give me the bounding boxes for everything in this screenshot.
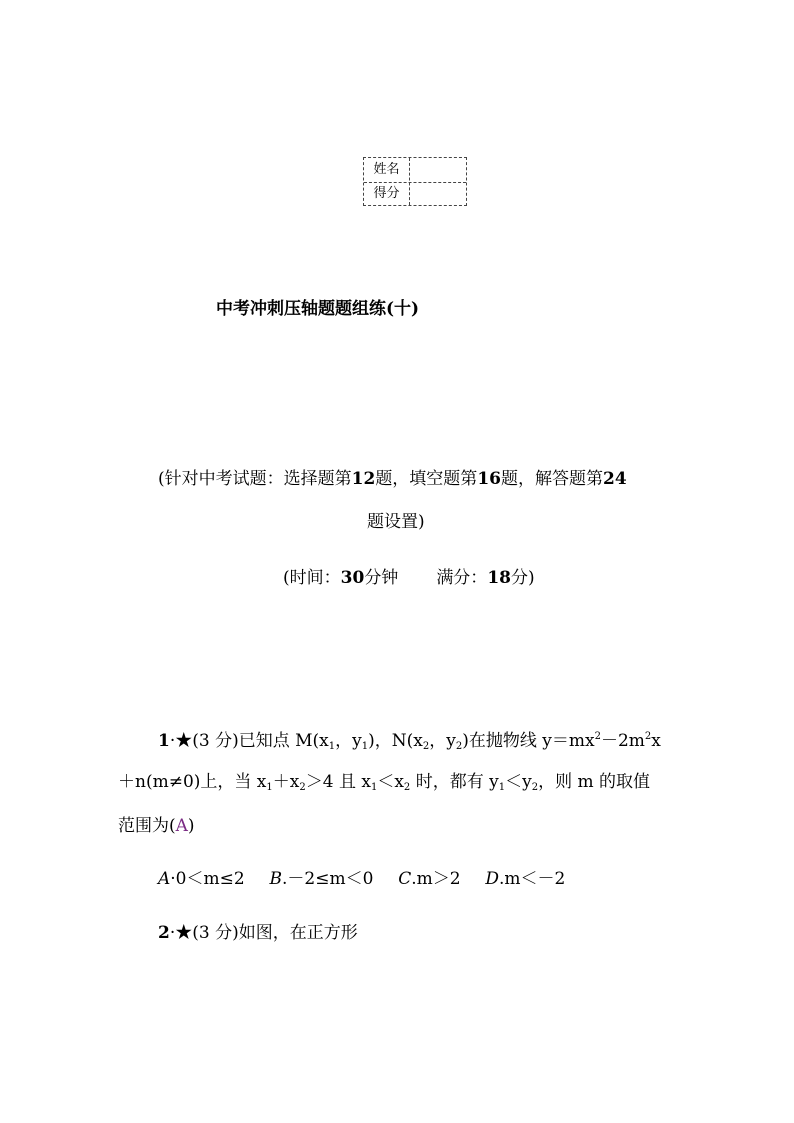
option-d: D.m＜－2: [485, 869, 566, 889]
name-label: 姓名: [373, 162, 400, 177]
score-field[interactable]: [410, 183, 466, 205]
question-1-number: 1: [158, 731, 170, 751]
question-1-line-2: ＋n(m≠0)上，当 $x_1+x_2>4$ 且 $x_1<x_2$ 时，都有 $y_1<y_2$，则 m 的取值: [118, 772, 651, 793]
option-b: B.－2≤m＜0: [269, 869, 374, 889]
question-1-line-1: 1·★(3 分)已知点 $M(x_1$，$y_1$)，$N(x_2$，$y_2$)在抛物线 $y=mx^2-2m^2x$: [158, 731, 661, 752]
question-2-number: 2: [158, 923, 170, 943]
score-label: 得分: [373, 186, 400, 201]
note-line-2: 题设置): [367, 512, 425, 532]
question-1-answer: A: [175, 816, 188, 836]
option-c: C.m＞2: [398, 869, 461, 889]
name-score-box: [363, 157, 467, 206]
option-a: A·0＜m≤2: [158, 869, 245, 889]
name-field[interactable]: [410, 158, 466, 181]
page-title: 中考冲刺压轴题题组练(十): [216, 299, 420, 319]
question-1-options: [158, 864, 565, 889]
note-line-1: (针对中考试题：选择题第12题，填空题第16题，解答题第24: [158, 469, 627, 489]
question-2-line-1: 2·★(3 分)如图，在正方形: [158, 923, 358, 943]
question-1-line-3: 范围为(A): [118, 816, 195, 836]
time-score-line: (时间：30分钟 满分：18分): [283, 568, 535, 588]
